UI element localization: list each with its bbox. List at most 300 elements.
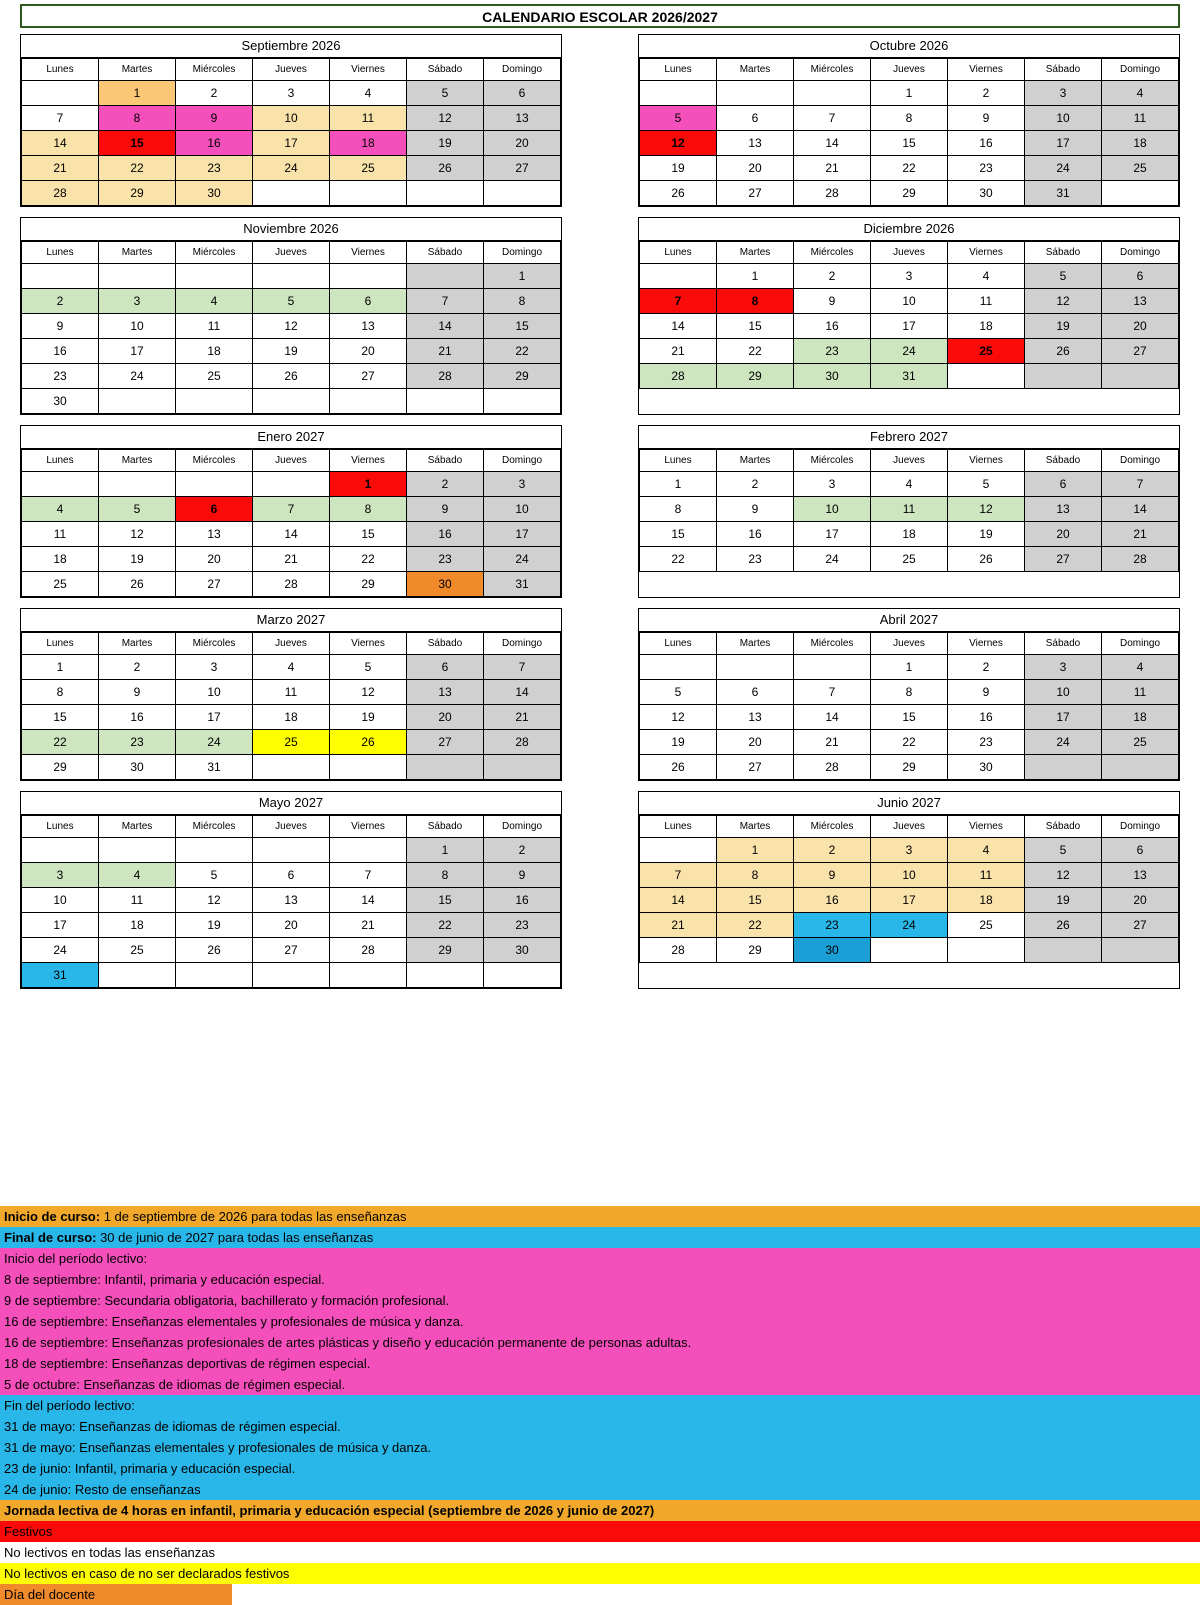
- day-cell[interactable]: 25: [1102, 156, 1179, 181]
- day-cell[interactable]: 13: [1025, 497, 1102, 522]
- day-cell[interactable]: 27: [176, 572, 253, 597]
- day-cell[interactable]: 11: [871, 497, 948, 522]
- day-cell[interactable]: 25: [1102, 730, 1179, 755]
- day-cell[interactable]: 13: [717, 705, 794, 730]
- day-cell[interactable]: 23: [176, 156, 253, 181]
- day-cell[interactable]: 11: [253, 680, 330, 705]
- day-cell[interactable]: 27: [253, 938, 330, 963]
- day-cell[interactable]: 29: [717, 938, 794, 963]
- day-cell[interactable]: 2: [484, 838, 561, 863]
- day-cell[interactable]: 6: [717, 106, 794, 131]
- day-cell[interactable]: 9: [794, 289, 871, 314]
- day-cell[interactable]: 6: [407, 655, 484, 680]
- day-cell[interactable]: 23: [794, 913, 871, 938]
- day-cell[interactable]: 30: [948, 181, 1025, 206]
- day-cell[interactable]: 7: [330, 863, 407, 888]
- day-cell[interactable]: 18: [1102, 705, 1179, 730]
- day-cell[interactable]: 23: [717, 547, 794, 572]
- day-cell[interactable]: 1: [640, 472, 717, 497]
- day-cell[interactable]: 17: [1025, 705, 1102, 730]
- day-cell[interactable]: 22: [717, 339, 794, 364]
- day-cell[interactable]: 4: [253, 655, 330, 680]
- day-cell[interactable]: 21: [794, 156, 871, 181]
- day-cell[interactable]: 29: [22, 755, 99, 780]
- day-cell[interactable]: 23: [794, 339, 871, 364]
- day-cell[interactable]: 11: [176, 314, 253, 339]
- day-cell[interactable]: 24: [484, 547, 561, 572]
- day-cell[interactable]: 14: [22, 131, 99, 156]
- day-cell[interactable]: 1: [717, 264, 794, 289]
- day-cell[interactable]: 12: [1025, 289, 1102, 314]
- day-cell[interactable]: 29: [407, 938, 484, 963]
- day-cell[interactable]: 29: [99, 181, 176, 206]
- day-cell[interactable]: 12: [640, 131, 717, 156]
- day-cell[interactable]: 27: [1102, 339, 1179, 364]
- day-cell[interactable]: 15: [871, 131, 948, 156]
- day-cell[interactable]: 18: [871, 522, 948, 547]
- day-cell[interactable]: 25: [330, 156, 407, 181]
- day-cell[interactable]: 24: [1025, 730, 1102, 755]
- day-cell[interactable]: 3: [484, 472, 561, 497]
- day-cell[interactable]: 8: [717, 863, 794, 888]
- day-cell[interactable]: 31: [22, 963, 99, 988]
- day-cell[interactable]: 12: [176, 888, 253, 913]
- day-cell[interactable]: 16: [948, 131, 1025, 156]
- day-cell[interactable]: 25: [176, 364, 253, 389]
- day-cell[interactable]: 14: [640, 888, 717, 913]
- day-cell[interactable]: 1: [484, 264, 561, 289]
- day-cell[interactable]: 5: [253, 289, 330, 314]
- day-cell[interactable]: 24: [176, 730, 253, 755]
- day-cell[interactable]: 1: [22, 655, 99, 680]
- day-cell[interactable]: 7: [640, 863, 717, 888]
- day-cell[interactable]: 8: [407, 863, 484, 888]
- day-cell[interactable]: 31: [871, 364, 948, 389]
- day-cell[interactable]: 27: [484, 156, 561, 181]
- day-cell[interactable]: 2: [407, 472, 484, 497]
- day-cell[interactable]: 15: [330, 522, 407, 547]
- day-cell[interactable]: 20: [1102, 888, 1179, 913]
- day-cell[interactable]: 20: [1025, 522, 1102, 547]
- day-cell[interactable]: 9: [948, 106, 1025, 131]
- day-cell[interactable]: 14: [794, 705, 871, 730]
- day-cell[interactable]: 17: [871, 314, 948, 339]
- day-cell[interactable]: 1: [871, 655, 948, 680]
- day-cell[interactable]: 13: [484, 106, 561, 131]
- day-cell[interactable]: 18: [22, 547, 99, 572]
- day-cell[interactable]: 5: [640, 680, 717, 705]
- day-cell[interactable]: 3: [253, 81, 330, 106]
- day-cell[interactable]: 21: [253, 547, 330, 572]
- day-cell[interactable]: 11: [1102, 106, 1179, 131]
- day-cell[interactable]: 5: [640, 106, 717, 131]
- day-cell[interactable]: 13: [176, 522, 253, 547]
- day-cell[interactable]: 22: [871, 156, 948, 181]
- day-cell[interactable]: 14: [407, 314, 484, 339]
- day-cell[interactable]: 2: [794, 264, 871, 289]
- day-cell[interactable]: 4: [1102, 655, 1179, 680]
- day-cell[interactable]: 16: [948, 705, 1025, 730]
- day-cell[interactable]: 6: [1102, 838, 1179, 863]
- day-cell[interactable]: 30: [22, 389, 99, 414]
- day-cell[interactable]: 18: [176, 339, 253, 364]
- day-cell[interactable]: 24: [871, 913, 948, 938]
- day-cell[interactable]: 2: [99, 655, 176, 680]
- day-cell[interactable]: 23: [99, 730, 176, 755]
- day-cell[interactable]: 13: [330, 314, 407, 339]
- day-cell[interactable]: 17: [484, 522, 561, 547]
- day-cell[interactable]: 3: [794, 472, 871, 497]
- day-cell[interactable]: 31: [484, 572, 561, 597]
- day-cell[interactable]: 25: [948, 339, 1025, 364]
- day-cell[interactable]: 5: [1025, 264, 1102, 289]
- day-cell[interactable]: 19: [640, 730, 717, 755]
- day-cell[interactable]: 22: [640, 547, 717, 572]
- day-cell[interactable]: 8: [640, 497, 717, 522]
- day-cell[interactable]: 4: [22, 497, 99, 522]
- day-cell[interactable]: 29: [871, 755, 948, 780]
- day-cell[interactable]: 15: [22, 705, 99, 730]
- day-cell[interactable]: 24: [871, 339, 948, 364]
- day-cell[interactable]: 15: [484, 314, 561, 339]
- day-cell[interactable]: 7: [253, 497, 330, 522]
- day-cell[interactable]: 12: [330, 680, 407, 705]
- day-cell[interactable]: 9: [407, 497, 484, 522]
- day-cell[interactable]: 26: [948, 547, 1025, 572]
- day-cell[interactable]: 29: [871, 181, 948, 206]
- day-cell[interactable]: 25: [948, 913, 1025, 938]
- day-cell[interactable]: 10: [794, 497, 871, 522]
- day-cell[interactable]: 10: [871, 863, 948, 888]
- day-cell[interactable]: 10: [871, 289, 948, 314]
- day-cell[interactable]: 1: [330, 472, 407, 497]
- day-cell[interactable]: 7: [794, 106, 871, 131]
- day-cell[interactable]: 13: [717, 131, 794, 156]
- day-cell[interactable]: 3: [1025, 655, 1102, 680]
- day-cell[interactable]: 6: [1102, 264, 1179, 289]
- day-cell[interactable]: 27: [407, 730, 484, 755]
- day-cell[interactable]: 15: [407, 888, 484, 913]
- day-cell[interactable]: 2: [948, 81, 1025, 106]
- day-cell[interactable]: 10: [484, 497, 561, 522]
- day-cell[interactable]: 14: [640, 314, 717, 339]
- day-cell[interactable]: 29: [484, 364, 561, 389]
- day-cell[interactable]: 8: [871, 680, 948, 705]
- day-cell[interactable]: 21: [22, 156, 99, 181]
- day-cell[interactable]: 30: [176, 181, 253, 206]
- day-cell[interactable]: 7: [794, 680, 871, 705]
- day-cell[interactable]: 2: [22, 289, 99, 314]
- day-cell[interactable]: 11: [948, 289, 1025, 314]
- day-cell[interactable]: 19: [1025, 888, 1102, 913]
- day-cell[interactable]: 31: [1025, 181, 1102, 206]
- day-cell[interactable]: 14: [330, 888, 407, 913]
- day-cell[interactable]: 30: [484, 938, 561, 963]
- day-cell[interactable]: 22: [99, 156, 176, 181]
- day-cell[interactable]: 6: [176, 497, 253, 522]
- day-cell[interactable]: 23: [484, 913, 561, 938]
- day-cell[interactable]: 22: [871, 730, 948, 755]
- day-cell[interactable]: 9: [794, 863, 871, 888]
- day-cell[interactable]: 25: [99, 938, 176, 963]
- day-cell[interactable]: 17: [871, 888, 948, 913]
- day-cell[interactable]: 18: [948, 888, 1025, 913]
- day-cell[interactable]: 12: [640, 705, 717, 730]
- day-cell[interactable]: 18: [1102, 131, 1179, 156]
- day-cell[interactable]: 8: [22, 680, 99, 705]
- day-cell[interactable]: 31: [176, 755, 253, 780]
- day-cell[interactable]: 15: [717, 888, 794, 913]
- day-cell[interactable]: 16: [176, 131, 253, 156]
- day-cell[interactable]: 10: [1025, 680, 1102, 705]
- day-cell[interactable]: 26: [99, 572, 176, 597]
- day-cell[interactable]: 9: [948, 680, 1025, 705]
- day-cell[interactable]: 28: [1102, 547, 1179, 572]
- day-cell[interactable]: 18: [253, 705, 330, 730]
- day-cell[interactable]: 16: [717, 522, 794, 547]
- day-cell[interactable]: 30: [948, 755, 1025, 780]
- day-cell[interactable]: 19: [407, 131, 484, 156]
- day-cell[interactable]: 5: [176, 863, 253, 888]
- day-cell[interactable]: 26: [330, 730, 407, 755]
- day-cell[interactable]: 9: [717, 497, 794, 522]
- day-cell[interactable]: 5: [407, 81, 484, 106]
- day-cell[interactable]: 21: [407, 339, 484, 364]
- day-cell[interactable]: 24: [253, 156, 330, 181]
- day-cell[interactable]: 30: [794, 938, 871, 963]
- day-cell[interactable]: 19: [253, 339, 330, 364]
- day-cell[interactable]: 21: [484, 705, 561, 730]
- day-cell[interactable]: 15: [640, 522, 717, 547]
- day-cell[interactable]: 3: [176, 655, 253, 680]
- day-cell[interactable]: 7: [407, 289, 484, 314]
- day-cell[interactable]: 27: [330, 364, 407, 389]
- day-cell[interactable]: 5: [330, 655, 407, 680]
- day-cell[interactable]: 29: [717, 364, 794, 389]
- day-cell[interactable]: 5: [99, 497, 176, 522]
- day-cell[interactable]: 22: [484, 339, 561, 364]
- day-cell[interactable]: 11: [22, 522, 99, 547]
- day-cell[interactable]: 28: [640, 364, 717, 389]
- day-cell[interactable]: 4: [176, 289, 253, 314]
- day-cell[interactable]: 4: [1102, 81, 1179, 106]
- day-cell[interactable]: 28: [484, 730, 561, 755]
- day-cell[interactable]: 14: [794, 131, 871, 156]
- day-cell[interactable]: 14: [484, 680, 561, 705]
- day-cell[interactable]: 20: [1102, 314, 1179, 339]
- day-cell[interactable]: 21: [1102, 522, 1179, 547]
- day-cell[interactable]: 4: [948, 264, 1025, 289]
- day-cell[interactable]: 24: [1025, 156, 1102, 181]
- day-cell[interactable]: 1: [407, 838, 484, 863]
- day-cell[interactable]: 17: [794, 522, 871, 547]
- day-cell[interactable]: 21: [330, 913, 407, 938]
- day-cell[interactable]: 1: [871, 81, 948, 106]
- day-cell[interactable]: 19: [948, 522, 1025, 547]
- day-cell[interactable]: 22: [407, 913, 484, 938]
- day-cell[interactable]: 20: [407, 705, 484, 730]
- day-cell[interactable]: 22: [22, 730, 99, 755]
- day-cell[interactable]: 2: [794, 838, 871, 863]
- day-cell[interactable]: 3: [99, 289, 176, 314]
- day-cell[interactable]: 18: [99, 913, 176, 938]
- day-cell[interactable]: 9: [176, 106, 253, 131]
- day-cell[interactable]: 10: [22, 888, 99, 913]
- day-cell[interactable]: 27: [717, 181, 794, 206]
- day-cell[interactable]: 18: [330, 131, 407, 156]
- day-cell[interactable]: 16: [407, 522, 484, 547]
- day-cell[interactable]: 16: [794, 314, 871, 339]
- day-cell[interactable]: 15: [99, 131, 176, 156]
- day-cell[interactable]: 28: [640, 938, 717, 963]
- day-cell[interactable]: 26: [1025, 339, 1102, 364]
- day-cell[interactable]: 24: [22, 938, 99, 963]
- day-cell[interactable]: 30: [407, 572, 484, 597]
- day-cell[interactable]: 12: [253, 314, 330, 339]
- day-cell[interactable]: 19: [176, 913, 253, 938]
- day-cell[interactable]: 11: [948, 863, 1025, 888]
- day-cell[interactable]: 25: [253, 730, 330, 755]
- day-cell[interactable]: 26: [1025, 913, 1102, 938]
- day-cell[interactable]: 28: [794, 181, 871, 206]
- day-cell[interactable]: 6: [330, 289, 407, 314]
- day-cell[interactable]: 20: [717, 156, 794, 181]
- day-cell[interactable]: 6: [717, 680, 794, 705]
- day-cell[interactable]: 15: [871, 705, 948, 730]
- day-cell[interactable]: 27: [717, 755, 794, 780]
- day-cell[interactable]: 2: [717, 472, 794, 497]
- day-cell[interactable]: 2: [176, 81, 253, 106]
- day-cell[interactable]: 21: [640, 339, 717, 364]
- day-cell[interactable]: 5: [948, 472, 1025, 497]
- day-cell[interactable]: 15: [717, 314, 794, 339]
- day-cell[interactable]: 10: [1025, 106, 1102, 131]
- day-cell[interactable]: 27: [1025, 547, 1102, 572]
- day-cell[interactable]: 22: [717, 913, 794, 938]
- day-cell[interactable]: 30: [794, 364, 871, 389]
- day-cell[interactable]: 7: [1102, 472, 1179, 497]
- day-cell[interactable]: 28: [330, 938, 407, 963]
- day-cell[interactable]: 6: [253, 863, 330, 888]
- day-cell[interactable]: 12: [407, 106, 484, 131]
- day-cell[interactable]: 25: [22, 572, 99, 597]
- day-cell[interactable]: 19: [99, 547, 176, 572]
- day-cell[interactable]: 22: [330, 547, 407, 572]
- day-cell[interactable]: 14: [1102, 497, 1179, 522]
- day-cell[interactable]: 23: [407, 547, 484, 572]
- day-cell[interactable]: 16: [484, 888, 561, 913]
- day-cell[interactable]: 24: [794, 547, 871, 572]
- day-cell[interactable]: 20: [176, 547, 253, 572]
- day-cell[interactable]: 30: [99, 755, 176, 780]
- day-cell[interactable]: 26: [407, 156, 484, 181]
- day-cell[interactable]: 11: [330, 106, 407, 131]
- day-cell[interactable]: 10: [176, 680, 253, 705]
- day-cell[interactable]: 17: [99, 339, 176, 364]
- day-cell[interactable]: 26: [640, 755, 717, 780]
- day-cell[interactable]: 2: [948, 655, 1025, 680]
- day-cell[interactable]: 26: [253, 364, 330, 389]
- day-cell[interactable]: 28: [407, 364, 484, 389]
- day-cell[interactable]: 16: [22, 339, 99, 364]
- day-cell[interactable]: 27: [1102, 913, 1179, 938]
- day-cell[interactable]: 9: [99, 680, 176, 705]
- day-cell[interactable]: 4: [948, 838, 1025, 863]
- day-cell[interactable]: 21: [794, 730, 871, 755]
- day-cell[interactable]: 1: [717, 838, 794, 863]
- day-cell[interactable]: 3: [22, 863, 99, 888]
- day-cell[interactable]: 16: [99, 705, 176, 730]
- day-cell[interactable]: 7: [484, 655, 561, 680]
- day-cell[interactable]: 8: [99, 106, 176, 131]
- day-cell[interactable]: 20: [253, 913, 330, 938]
- day-cell[interactable]: 8: [871, 106, 948, 131]
- day-cell[interactable]: 3: [1025, 81, 1102, 106]
- day-cell[interactable]: 8: [330, 497, 407, 522]
- day-cell[interactable]: 25: [871, 547, 948, 572]
- day-cell[interactable]: 20: [484, 131, 561, 156]
- day-cell[interactable]: 4: [99, 863, 176, 888]
- day-cell[interactable]: 3: [871, 838, 948, 863]
- day-cell[interactable]: 14: [253, 522, 330, 547]
- day-cell[interactable]: 9: [22, 314, 99, 339]
- day-cell[interactable]: 7: [22, 106, 99, 131]
- day-cell[interactable]: 13: [1102, 289, 1179, 314]
- day-cell[interactable]: 17: [253, 131, 330, 156]
- day-cell[interactable]: 1: [99, 81, 176, 106]
- day-cell[interactable]: 8: [717, 289, 794, 314]
- day-cell[interactable]: 12: [1025, 863, 1102, 888]
- day-cell[interactable]: 3: [871, 264, 948, 289]
- day-cell[interactable]: 20: [330, 339, 407, 364]
- day-cell[interactable]: 18: [948, 314, 1025, 339]
- day-cell[interactable]: 11: [1102, 680, 1179, 705]
- day-cell[interactable]: 13: [407, 680, 484, 705]
- day-cell[interactable]: 7: [640, 289, 717, 314]
- day-cell[interactable]: 19: [640, 156, 717, 181]
- day-cell[interactable]: 28: [794, 755, 871, 780]
- day-cell[interactable]: 19: [1025, 314, 1102, 339]
- day-cell[interactable]: 17: [22, 913, 99, 938]
- day-cell[interactable]: 23: [22, 364, 99, 389]
- day-cell[interactable]: 26: [640, 181, 717, 206]
- day-cell[interactable]: 10: [253, 106, 330, 131]
- day-cell[interactable]: 28: [22, 181, 99, 206]
- day-cell[interactable]: 24: [99, 364, 176, 389]
- day-cell[interactable]: 16: [794, 888, 871, 913]
- day-cell[interactable]: 13: [253, 888, 330, 913]
- day-cell[interactable]: 17: [1025, 131, 1102, 156]
- day-cell[interactable]: 20: [717, 730, 794, 755]
- day-cell[interactable]: 8: [484, 289, 561, 314]
- day-cell[interactable]: 19: [330, 705, 407, 730]
- day-cell[interactable]: 6: [484, 81, 561, 106]
- day-cell[interactable]: 9: [484, 863, 561, 888]
- day-cell[interactable]: 23: [948, 730, 1025, 755]
- day-cell[interactable]: 26: [176, 938, 253, 963]
- day-cell[interactable]: 23: [948, 156, 1025, 181]
- day-cell[interactable]: 12: [99, 522, 176, 547]
- day-cell[interactable]: 4: [330, 81, 407, 106]
- day-cell[interactable]: 29: [330, 572, 407, 597]
- day-cell[interactable]: 11: [99, 888, 176, 913]
- day-cell[interactable]: 5: [1025, 838, 1102, 863]
- day-cell[interactable]: 13: [1102, 863, 1179, 888]
- day-cell[interactable]: 17: [176, 705, 253, 730]
- day-cell[interactable]: 12: [948, 497, 1025, 522]
- day-cell[interactable]: 4: [871, 472, 948, 497]
- day-cell[interactable]: 28: [253, 572, 330, 597]
